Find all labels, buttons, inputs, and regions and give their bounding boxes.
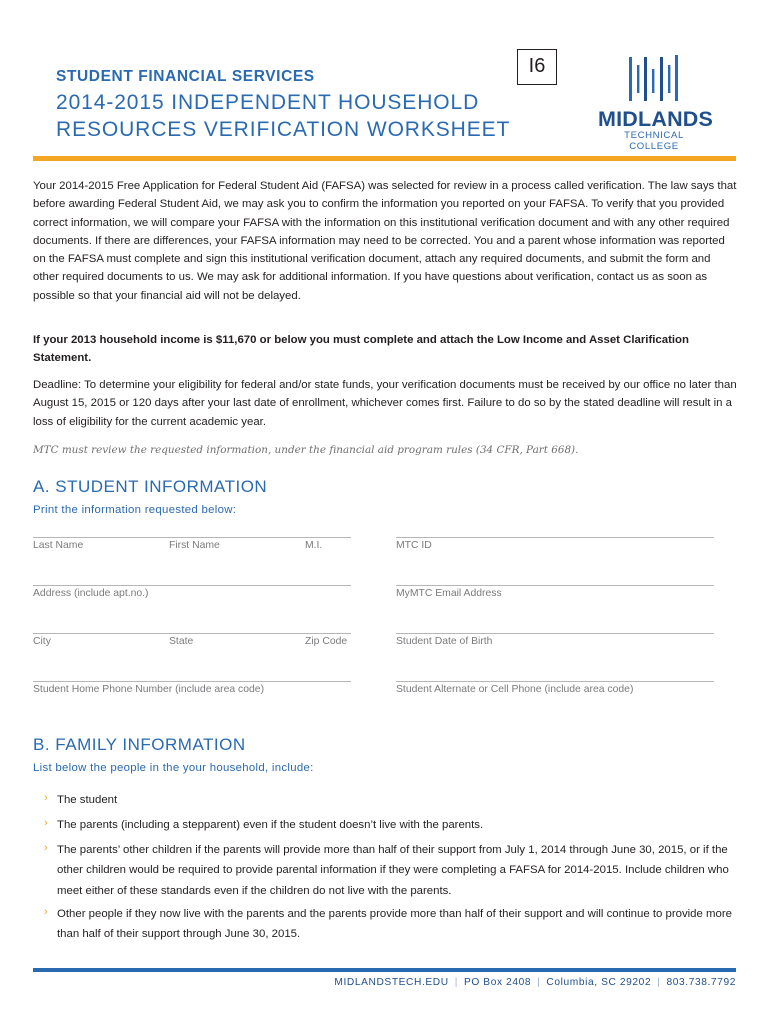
list-item: The parents’ other children if the parents will provide more than half of their support from July 1, 2014 through June 30, 2015, or if the other children would be required to provide parental information if they were completing a FAFSA for 2014-2015. Include children who meet either of these standards even if the children do not live with the parents. <box>57 844 729 897</box>
chevron-right-icon: › <box>44 792 48 804</box>
chevron-right-icon: › <box>44 906 48 918</box>
section-a-instruction: Print the information requested below: <box>33 504 237 516</box>
footer-separator: | <box>657 977 661 988</box>
home-phone-label: Student Home Phone Number (include area code) <box>33 684 265 695</box>
name-field[interactable] <box>33 537 351 538</box>
form-title-line1: 2014-2015 INDEPENDENT HOUSEHOLD <box>56 91 480 114</box>
footer-divider <box>33 968 736 972</box>
last-name-label: Last Name <box>33 540 84 551</box>
income-notice: If your 2013 household income is $11,670 or below you must complete and attach the Low Income and Asset Clarification Statement. <box>33 334 689 365</box>
address-label: Address (include apt.no.) <box>33 588 149 599</box>
footer-separator: | <box>537 977 541 988</box>
review-note: MTC must review the requested information, under the financial aid program rules (34 CFR, Part 668). <box>33 444 579 456</box>
logo-subtitle: TECHNICAL COLLEGE <box>624 130 684 152</box>
section-a-heading: A. STUDENT INFORMATION <box>33 477 268 496</box>
logo-name: MIDLANDS <box>598 107 714 131</box>
mi-label: M.I. <box>305 540 323 551</box>
list-item: Other people if they now live with the parents and the parents provide more than half of their support and will continue to provide more than half of their support through June 30, 2015. <box>57 908 732 941</box>
section-b-instruction: List below the people in the your household, include: <box>33 762 314 774</box>
header-divider <box>33 156 736 161</box>
city-label: City <box>33 636 51 647</box>
first-name-label: First Name <box>169 540 220 551</box>
birth-date-field[interactable] <box>396 633 714 634</box>
list-item: The parents (including a stepparent) even if the student doesn’t live with the parents. <box>57 819 484 831</box>
intro-paragraph: Your 2014-2015 Free Application for Federal Student Aid (FAFSA) was selected for review in a process called verification. The law says that before awarding Federal Student Aid, we may ask you to confirm the information you reported on your FAFSA. To verify that you provided correct information, we will compare your FAFSA with the information on this institutional verification document and with any other required documents. If there are differences, your FAFSA information may need to be corrected. You and a parent whose information was reported on the FAFSA must complete and sign this institutional verification document, attach any required documents, and submit the form and other required documents to us. We may ask for additional information. If you have questions about verification, contact us as soon as possible so that your financial aid will not be delayed. <box>33 180 737 302</box>
deadline-paragraph: Deadline: To determine your eligibility for federal and/or state funds, your verification documents must be received by our office no later than August 15, 2015 or 120 days after your last date of enrollment, whichever comes first. Failure to do so by the stated deadline will result in a loss of eligibility for the current academic year. <box>33 379 737 428</box>
footer-website[interactable]: MIDLANDSTECH.EDU <box>334 977 449 988</box>
alt-phone-label: Student Alternate or Cell Phone (include area code) <box>396 684 634 695</box>
home-phone-field[interactable] <box>33 681 351 682</box>
city-state-zip-field[interactable] <box>33 633 351 634</box>
mtc-id-label: MTC ID <box>396 540 432 551</box>
birth-date-label: Student Date of Birth <box>396 636 493 647</box>
alt-phone-field[interactable] <box>396 681 714 682</box>
form-title-line2: RESOURCES VERIFICATION WORKSHEET <box>56 118 511 141</box>
footer-phone: 803.738.7792 <box>666 977 736 988</box>
email-field[interactable] <box>396 585 714 586</box>
form-code-box: I6 <box>517 49 557 85</box>
college-logo-icon <box>629 55 679 105</box>
chevron-right-icon: › <box>44 817 48 829</box>
list-item: The student <box>57 794 118 806</box>
department-label: STUDENT FINANCIAL SERVICES <box>56 68 315 85</box>
zip-label: Zip Code <box>305 636 348 647</box>
state-label: State <box>169 636 194 647</box>
footer-city: Columbia, SC 29202 <box>546 977 652 988</box>
footer-contact <box>334 977 736 988</box>
chevron-right-icon: › <box>44 842 48 854</box>
address-field[interactable] <box>33 585 351 586</box>
email-label: MyMTC Email Address <box>396 588 502 599</box>
mtc-id-field[interactable] <box>396 537 714 538</box>
footer-po-box: PO Box 2408 <box>463 977 532 988</box>
footer-separator: | <box>454 977 458 988</box>
section-b-heading: B. FAMILY INFORMATION <box>33 735 246 754</box>
